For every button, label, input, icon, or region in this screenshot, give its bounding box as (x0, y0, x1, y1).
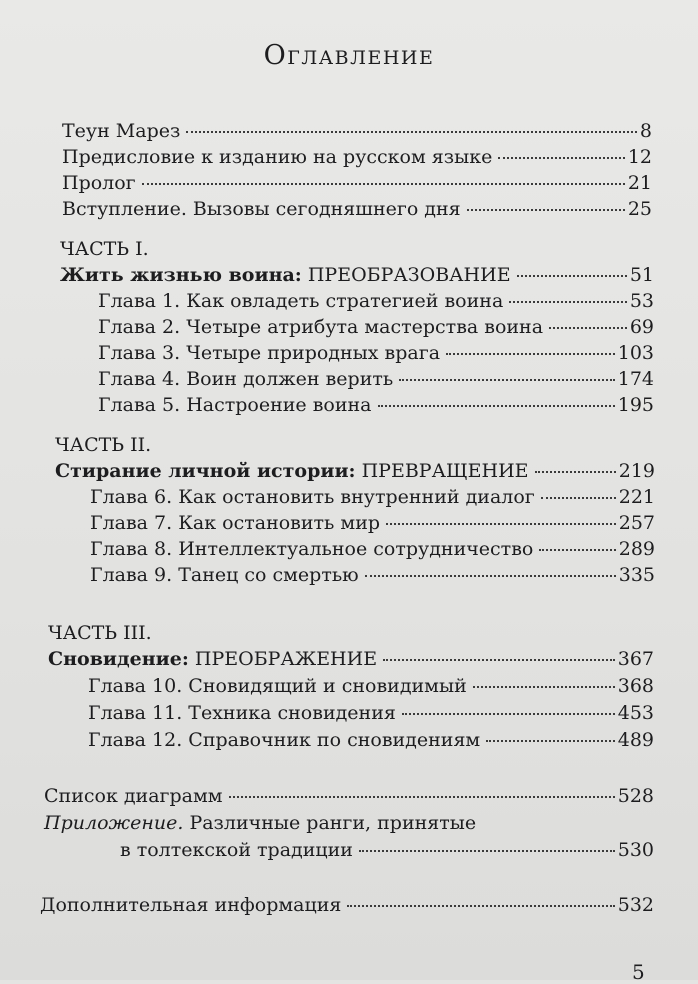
leader-dots (186, 130, 637, 133)
part-title-bold: Сновидение: (48, 648, 189, 670)
toc-entry-label: Предисловие к изданию на русском языке (62, 146, 493, 168)
leader-dots (539, 548, 615, 551)
toc-entry-label: Глава 7. Как остановить мир (90, 512, 381, 534)
toc-entry-label: Глава 9. Танец со смертью (90, 564, 359, 586)
toc-entry-page: 174 (617, 368, 654, 390)
toc-entry-page: 530 (617, 839, 654, 861)
part-title-rest: ПРЕОБРАЗОВАНИЕ (307, 264, 511, 286)
part-title (60, 262, 511, 288)
leader-dots (365, 574, 616, 577)
toc-entry-label: Глава 2. Четыре атрибута мастерства воина (98, 316, 544, 338)
leader-dots (229, 795, 615, 798)
toc-entry-page: 367 (617, 648, 654, 670)
toc-entry (62, 170, 652, 196)
leader-dots (549, 326, 627, 329)
toc-entry (90, 536, 655, 562)
part-title-bold: Стирание личной истории: (55, 460, 356, 482)
toc-entry (44, 783, 654, 809)
leader-dots (541, 496, 616, 499)
toc-entry (90, 484, 655, 510)
part-title-rest: ПРЕВРАЩЕНИЕ (361, 460, 529, 482)
part-heading: ЧАСТЬ II. (55, 434, 152, 456)
toc-entry (40, 892, 654, 918)
toc-entry (98, 340, 654, 366)
toc-entry-page: 21 (627, 172, 652, 194)
appendix-title-2: в толтекской традиции (120, 839, 353, 861)
part-title-bold: Жить жизнью воина: (60, 264, 302, 286)
toc-entry (120, 837, 654, 863)
leader-dots (402, 712, 615, 715)
toc-entry-page: 8 (639, 120, 652, 142)
toc-entry (90, 562, 655, 588)
toc-entry-page: 335 (618, 564, 655, 586)
toc-entry (62, 118, 652, 144)
part-title-entry (55, 458, 655, 484)
toc-entry-page: 368 (617, 675, 654, 697)
toc-entry-label: Глава 12. Справочник по сновидениям (88, 729, 481, 751)
toc-entry-label: Глава 6. Как остановить внутренний диалог (90, 486, 535, 508)
toc-entry-page: 289 (618, 538, 655, 560)
toc-entry (88, 673, 654, 699)
toc-entry (62, 144, 652, 170)
toc-entry-label (44, 810, 476, 836)
toc-entry-page: 53 (629, 290, 654, 312)
toc-entry-page: 103 (617, 342, 654, 364)
toc-entry-page: 219 (618, 460, 655, 482)
leader-dots (467, 208, 625, 211)
toc-entry-page: 532 (617, 894, 654, 916)
leader-dots (517, 274, 627, 277)
toc-entry-label: Глава 10. Сновидящий и сновидимый (88, 675, 467, 697)
part-heading: ЧАСТЬ I. (60, 238, 149, 260)
toc-entry (62, 196, 652, 222)
toc-entry-page: 25 (627, 198, 652, 220)
toc-entry (98, 314, 654, 340)
toc-entry-page: 12 (627, 146, 652, 168)
leader-dots (347, 904, 614, 907)
leader-dots (142, 182, 625, 185)
leader-dots (509, 300, 627, 303)
toc-entry-label: Глава 5. Настроение воина (98, 394, 372, 416)
leader-dots (359, 849, 615, 852)
toc-entry-label: Вступление. Вызовы сегодняшнего дня (62, 198, 461, 220)
toc-entry-page: 528 (617, 785, 654, 807)
toc-entry (98, 366, 654, 392)
toc-entry-label: Теун Марез (62, 120, 181, 142)
appendix-line-1 (44, 810, 654, 836)
part-title-entry (60, 262, 654, 288)
toc-entry-label: Глава 1. Как овладеть стратегией воина (98, 290, 504, 312)
part-title (55, 458, 529, 484)
toc-entry-page: 51 (629, 264, 654, 286)
toc-entry (98, 288, 654, 314)
toc-entry-page: 453 (617, 702, 654, 724)
toc-entry (88, 727, 654, 753)
toc-entry-label: Список диаграмм (44, 785, 223, 807)
toc-entry-page: 195 (617, 394, 654, 416)
toc-entry (88, 700, 654, 726)
leader-dots (486, 739, 615, 742)
toc-entry-page: 221 (618, 486, 655, 508)
part-heading: ЧАСТЬ III. (48, 622, 152, 644)
toc-entry-label: Пролог (62, 172, 136, 194)
leader-dots (399, 378, 615, 381)
toc-entry-label: Глава 4. Воин должен верить (98, 368, 394, 390)
toc-entry (98, 392, 654, 418)
toc-entry-page: 489 (617, 729, 654, 751)
toc-entry-label: Глава 11. Техника сновидения (88, 702, 396, 724)
appendix-italic: Приложение. (44, 812, 184, 834)
toc-entry-page: 257 (618, 512, 655, 534)
page-title: Оглавление (263, 40, 435, 71)
part-title-entry (48, 646, 654, 672)
toc-entry-page: 69 (629, 316, 654, 338)
toc-entry (90, 510, 655, 536)
part-title-rest: ПРЕОБРАЖЕНИЕ (194, 648, 378, 670)
leader-dots (383, 658, 615, 661)
appendix-title-1: Различные ранги, принятые (189, 812, 477, 834)
leader-dots (498, 156, 624, 159)
leader-dots (473, 685, 615, 688)
toc-entry-label: Глава 8. Интеллектуальное сотрудничество (90, 538, 534, 560)
footer-page-number: 5 (632, 960, 645, 984)
toc-entry-label: Глава 3. Четыре природных врага (98, 342, 441, 364)
part-title (48, 646, 377, 672)
leader-dots (386, 522, 616, 525)
leader-dots (446, 352, 615, 355)
leader-dots (535, 470, 616, 473)
leader-dots (378, 404, 615, 407)
toc-entry-label: Дополнительная информация (40, 894, 342, 916)
